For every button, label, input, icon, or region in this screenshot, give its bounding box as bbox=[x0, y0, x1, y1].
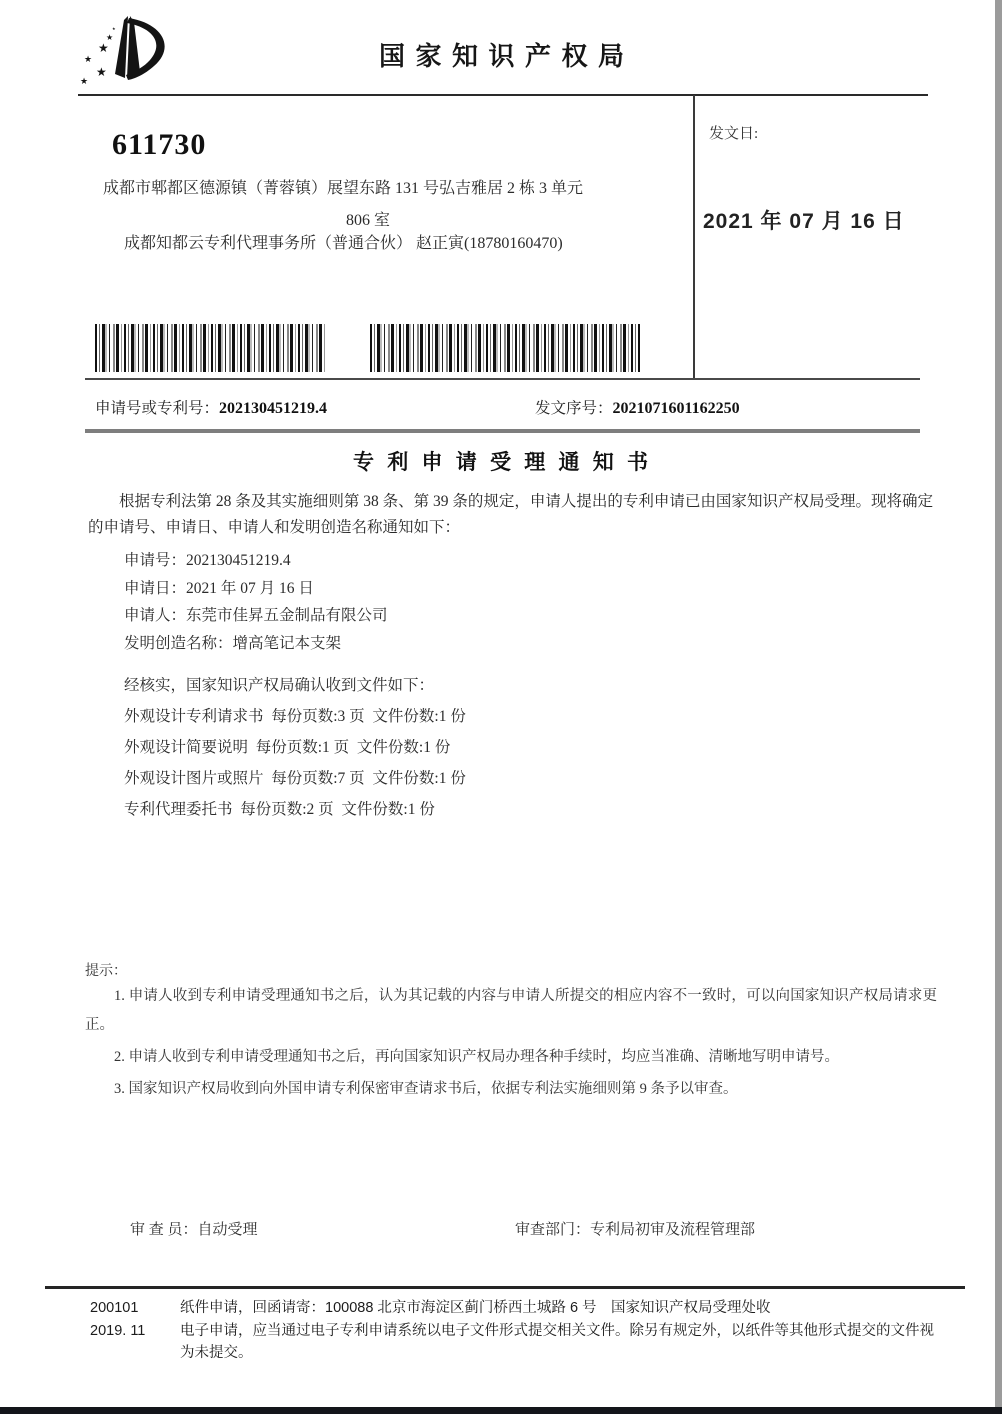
footer-note-electronic: 电子申请，应当通过电子专利申请系统以电子文件形式提交相关文件。除另有规定外，以纸件等其他形式提交的文件视为未提交。 bbox=[180, 1323, 934, 1361]
notice-title: 专 利 申 请 受 理 通 知 书 bbox=[353, 450, 652, 474]
svg-text:★: ★ bbox=[80, 76, 89, 86]
serial-number-label: 发文序号： bbox=[535, 400, 613, 417]
footer-form-date: 2019. 11 bbox=[90, 1323, 146, 1339]
examiner-label: 审 查 员： bbox=[130, 1222, 198, 1238]
received-item: 外观设计简要说明 每份页数:1 页 文件份数:1 份 bbox=[124, 739, 451, 756]
received-documents bbox=[124, 670, 466, 825]
svg-text:★: ★ bbox=[98, 41, 109, 55]
examiner-value: 自动受理 bbox=[197, 1222, 258, 1238]
svg-text:★: ★ bbox=[96, 65, 107, 79]
footer-rule bbox=[45, 1286, 965, 1289]
agency-title: 国 家 知 识 产 权 局 bbox=[378, 42, 626, 71]
barcode-icon bbox=[95, 324, 327, 372]
received-intro: 经核实，国家知识产权局确认收到文件如下： bbox=[124, 677, 435, 694]
section-rule bbox=[85, 429, 920, 433]
serial-number-value: 2021071601162250 bbox=[612, 400, 740, 417]
hints-label: 提示： bbox=[85, 964, 127, 979]
field-application-number: 申请号：202130451219.4 bbox=[124, 552, 291, 569]
svg-text:★: ★ bbox=[84, 54, 93, 64]
mail-routing-code: 611730 bbox=[112, 128, 207, 161]
recipient-address-line1: 成都市郫都区德源镇（菁蓉镇）展望东路 131 号弘吉雅居 2 栋 3 单元 bbox=[103, 180, 584, 197]
examiner-row bbox=[130, 1218, 258, 1239]
field-invention-title: 发明创造名称：增高笔记本支架 bbox=[124, 634, 342, 652]
hints-list bbox=[85, 982, 937, 1107]
department-row bbox=[515, 1218, 755, 1239]
application-fields bbox=[124, 547, 388, 657]
application-number-value: 202130451219.4 bbox=[219, 400, 328, 417]
footer-form-code: 200101 bbox=[90, 1300, 139, 1316]
hint-item: 3. 国家知识产权局收到向外国申请专利保密审查请求书后，依据专利法实施细则第 9 条予以审查。 bbox=[114, 1081, 738, 1097]
svg-text:★: ★ bbox=[106, 33, 114, 42]
barcode-icon bbox=[370, 324, 640, 372]
application-number-row bbox=[95, 396, 327, 418]
application-number-label: 申请号或专利号： bbox=[95, 400, 220, 417]
field-application-date: 申请日：2021 年 07 月 16 日 bbox=[124, 579, 314, 597]
notice-intro-paragraph: 根据专利法第 28 条及其实施细则第 38 条、第 39 条的规定，申请人提出的专利申请已由国家知识产权局受理。现将确定的申请号、申请日、申请人和发明创造名称通知如下： bbox=[88, 493, 933, 536]
recipient-address-line2: 806 室 bbox=[345, 212, 390, 229]
divider-rule bbox=[85, 378, 920, 380]
received-item: 专利代理委托书 每份页数:2 页 文件份数:1 份 bbox=[124, 801, 435, 818]
hint-item: 1. 申请人收到专利申请受理通知书之后，认为其记载的内容与申请人所提交的相应内容不一致时，可以向国家知识产权局请求更正。 bbox=[85, 988, 937, 1033]
issue-date-box bbox=[693, 95, 922, 379]
field-applicant: 申请人：东莞市佳昇五金制品有限公司 bbox=[124, 607, 388, 624]
svg-text:★: ★ bbox=[112, 26, 116, 31]
scan-edge-bottom bbox=[0, 1407, 1002, 1414]
department-value: 专利局初审及流程管理部 bbox=[590, 1222, 756, 1238]
footer-note-paper: 纸件申请，回函请寄：100088 北京市海淀区蓟门桥西土城路 6 号 国家知识产权局受理处收 bbox=[180, 1300, 771, 1316]
received-item: 外观设计图片或照片 每份页数:7 页 文件份数:1 份 bbox=[124, 770, 466, 787]
received-item: 外观设计专利请求书 每份页数:3 页 文件份数:1 份 bbox=[124, 708, 466, 725]
footer-notes bbox=[90, 1297, 950, 1364]
department-label: 审查部门： bbox=[515, 1222, 591, 1238]
hint-item: 2. 申请人收到专利申请受理通知书之后，再向国家知识产权局办理各种手续时，均应当准确、清晰地写明申请号。 bbox=[114, 1049, 839, 1065]
issue-date-value: 2021 年 07 月 16 日 bbox=[703, 210, 905, 233]
issue-date-label: 发文日: bbox=[709, 126, 759, 142]
serial-number-row bbox=[535, 396, 740, 418]
recipient-agency-line: 成都知都云专利代理事务所（普通合伙） 赵正寅(18780160470) bbox=[124, 235, 563, 252]
scan-edge-right bbox=[995, 0, 1002, 1414]
